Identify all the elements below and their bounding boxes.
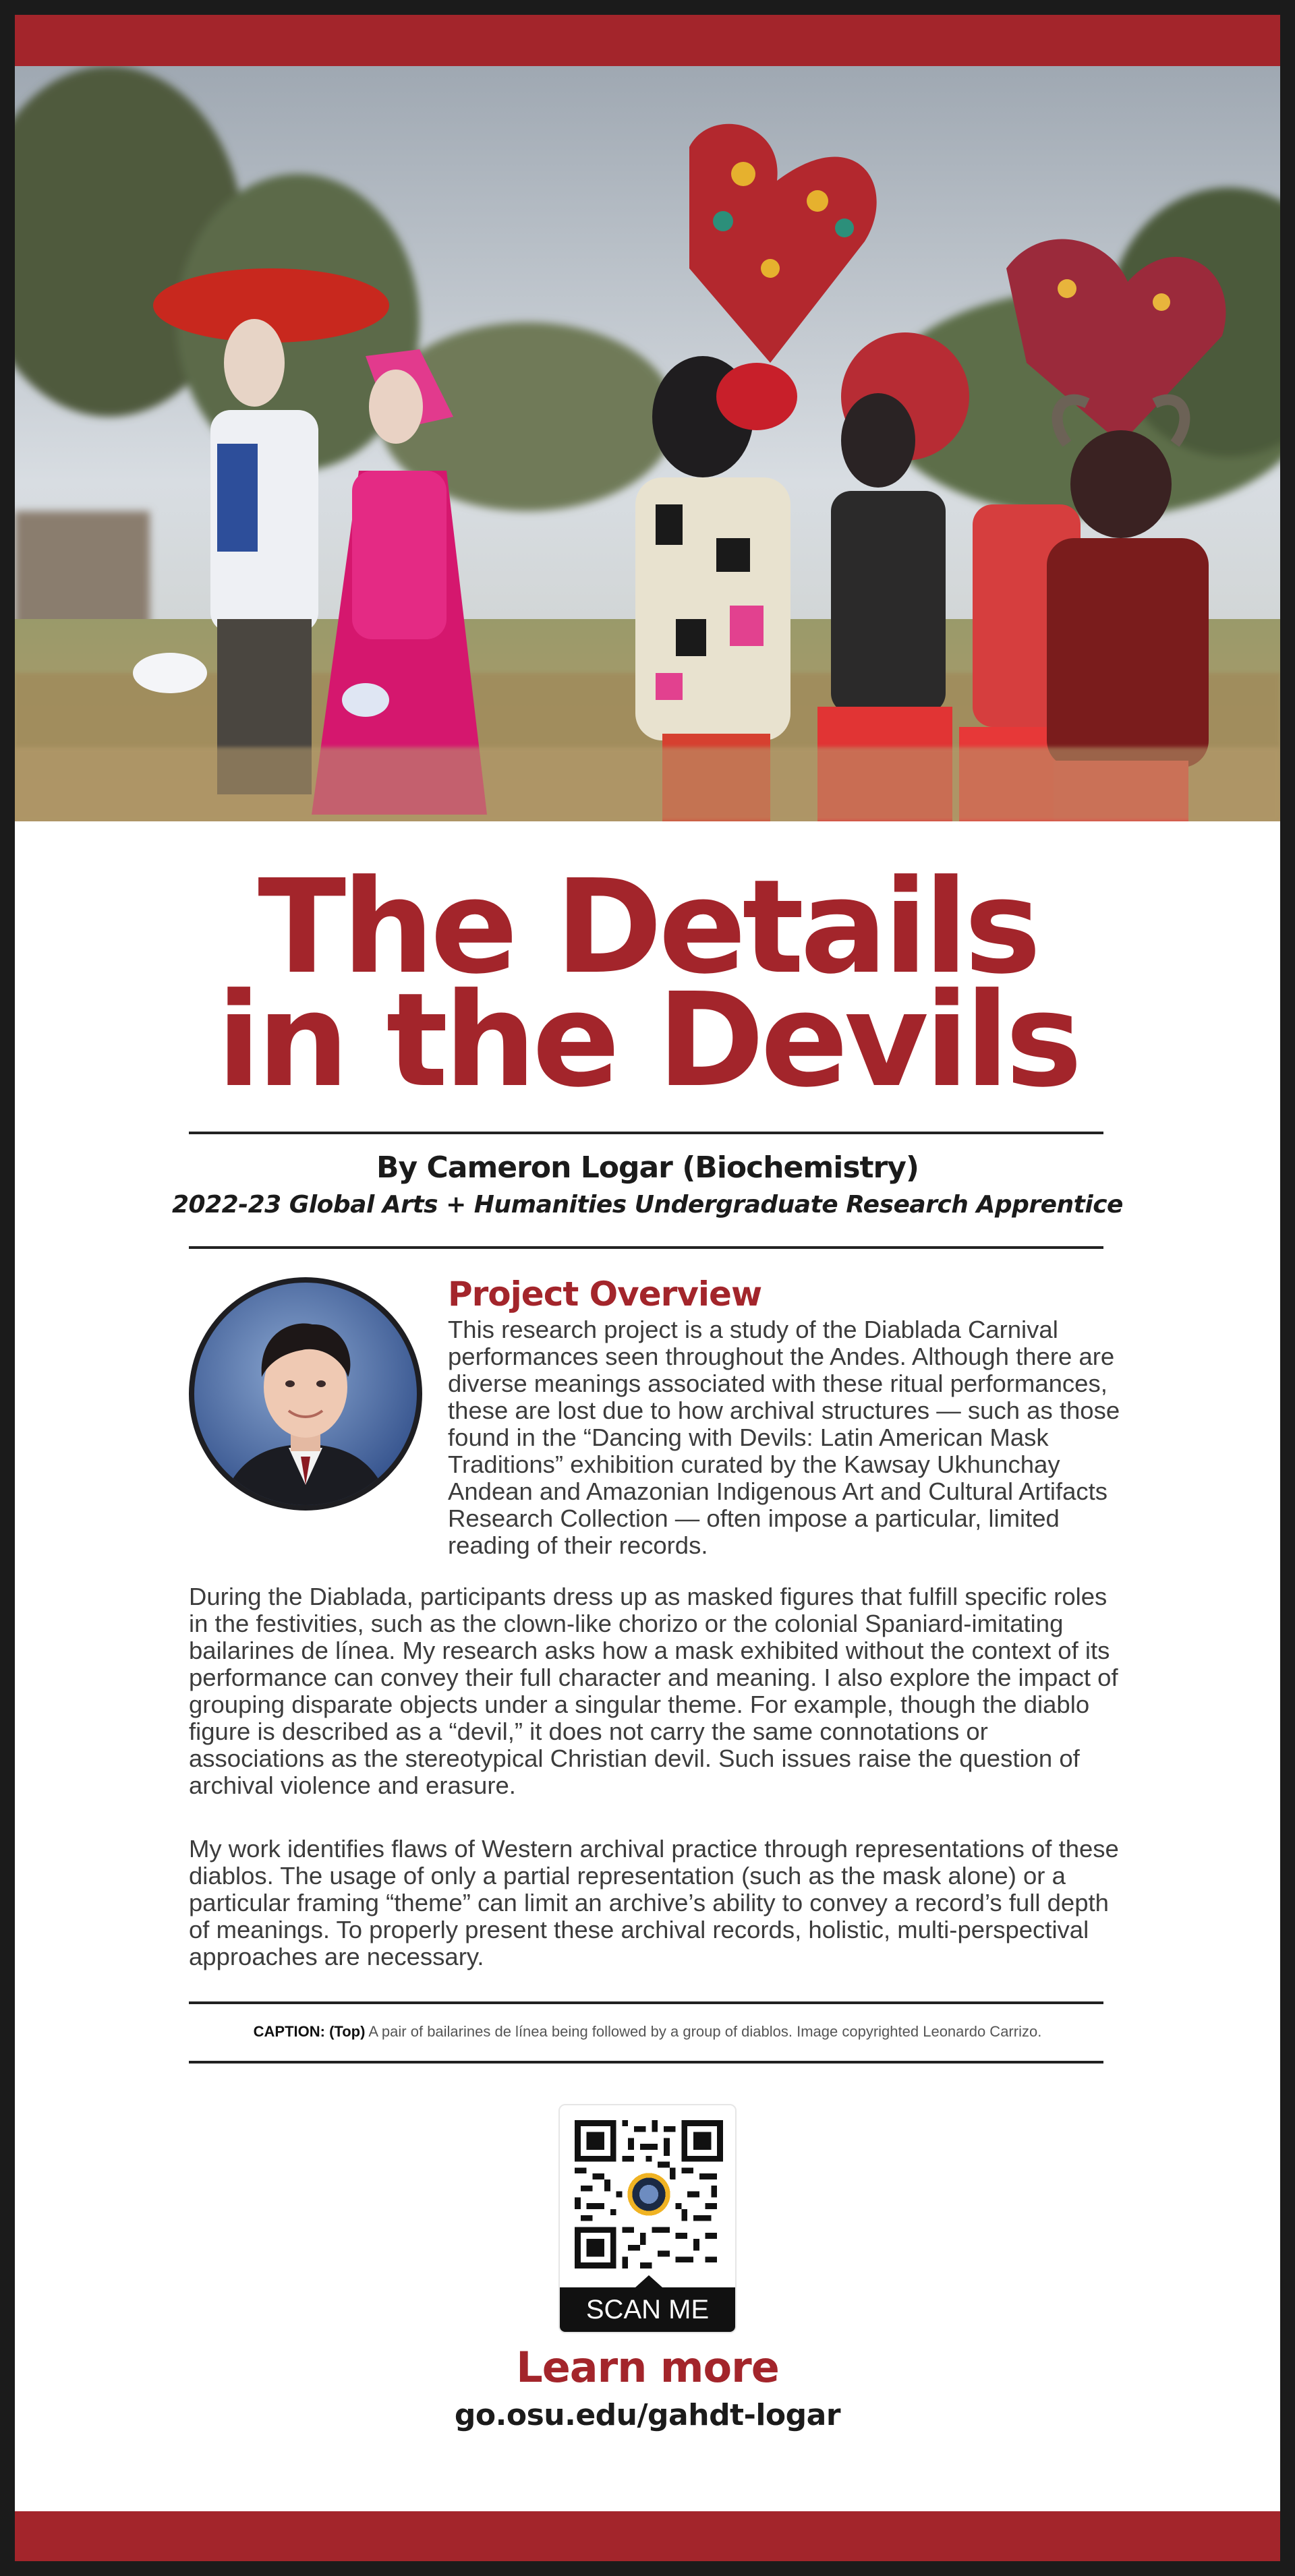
pointer-notch-icon [635,2275,662,2287]
top-band [15,15,1280,66]
poster [15,15,1280,2561]
caption-position: (Top) [329,2023,366,2040]
learn-more-heading: Learn more [516,2343,779,2392]
divider [189,2061,1103,2063]
qr-code-icon[interactable] [575,2120,723,2268]
body-paragraph: My work identifies flaws of Western archival practice through representations of these diablos. The usage of only a partial representation (such as the mask alone) or a particular framing “theme” can limit an archive’s ability to convey a record’s full depth of meanings. To properly present these archival records, holistic, multi-perspectival approaches are necessary. [189,1835,1119,1970]
divider [189,1132,1103,1134]
author-role: 2022-23 Global Arts + Humanities Undergraduate Research Apprentice [172,1191,1123,1219]
poster-title [15,852,1280,1116]
author-portrait [189,1277,422,1511]
overview-paragraph: This research project is a study of the Diablada Carnival performances seen throughout the Andes. Although there are diverse meanings associated with these ritual performances, these are lost due to how archival structures — such as those found in the “Dancing with Devils: Latin American Mask Traditions” exhibition curated by the Kawsay Ukhunchay Andean and Amazonian Indigenous Art and Cultural Artifacts Research Collection — often impose a particular, limited reading of their records. [448,1316,1120,1559]
caption-text: A pair of bailarines de línea being followed by a group of diablos. Image copyrighted Leonardo Carrizo. [368,2023,1042,2040]
qr-code-card[interactable] [558,2104,737,2333]
author-byline: By Cameron Logar (Biochemistry) [376,1150,919,1185]
scan-me-label [560,2287,735,2332]
hero-photo [15,66,1280,821]
divider [189,2001,1103,2004]
photo-caption [15,2023,1280,2041]
divider [189,1246,1103,1249]
bottom-band [15,2511,1280,2561]
body-paragraph: During the Diablada, participants dress up as masked figures that fulfill specific roles in the festivities, such as the clown-like chorizo or the colonial Spaniard-imitating bailarines de línea. My research asks how a mask exhibited without the context of its performance can convey their full character and meaning. I also explore the impact of grouping disparate objects under a singular theme. For example, though the diablo figure is described as a “devil,” it does not carry the same connotations or associations as the stereotypical Christian devil. Such issues raise the question of archival violence and erasure. [189,1583,1118,1799]
scan-me-text: SCAN ME [585,2295,710,2324]
caption-label: CAPTION: [253,2023,325,2040]
title-line-1: The Details [258,852,1037,1003]
learn-more-url[interactable]: go.osu.edu/gahdt-logar [454,2398,841,2432]
section-heading: Project Overview [448,1275,762,1314]
title-line-2: in the Devils [217,966,1078,1116]
